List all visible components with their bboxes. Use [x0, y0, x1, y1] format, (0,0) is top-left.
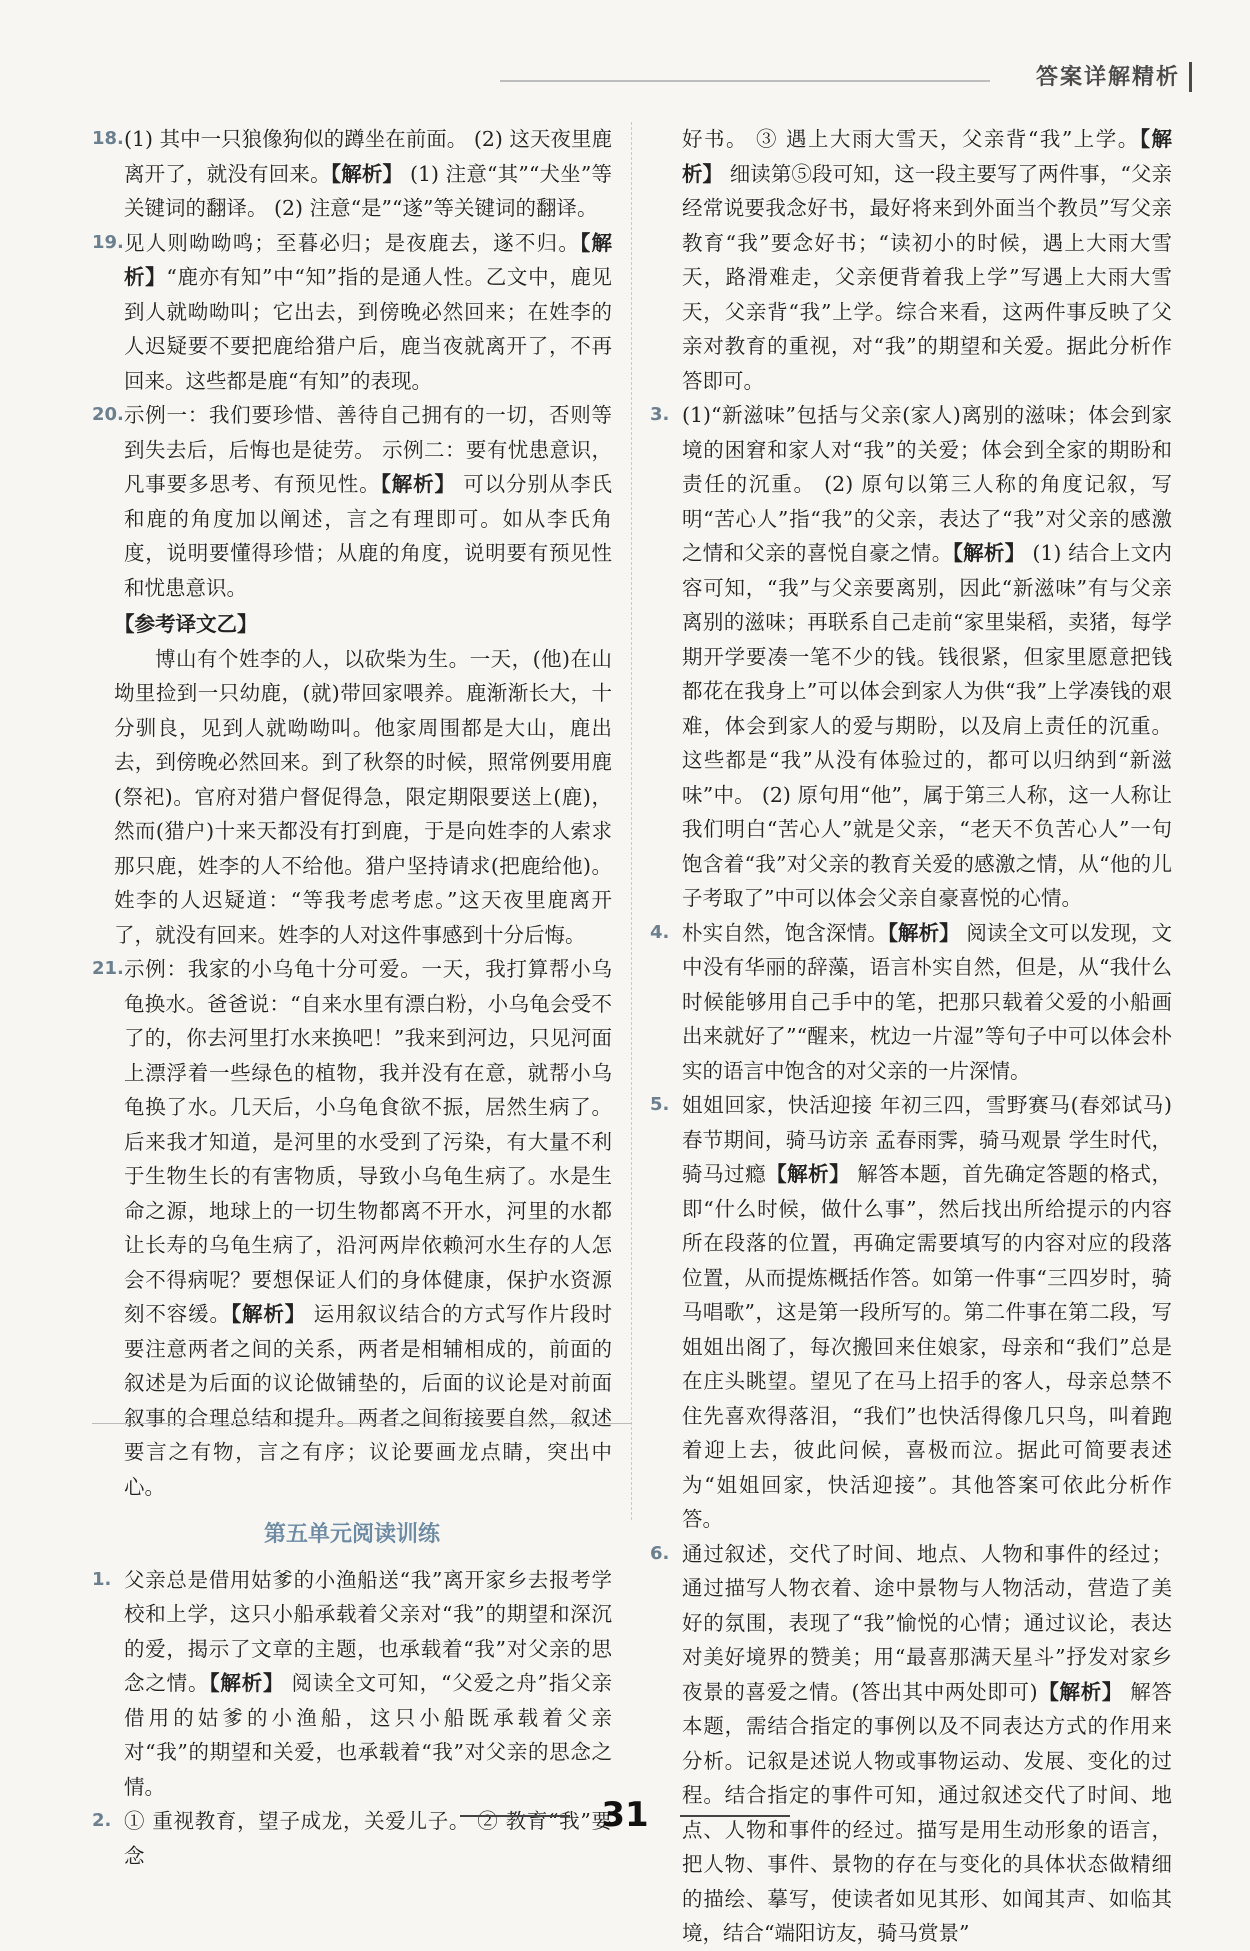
analysis-text: 解答本题，首先确定答题的格式，即“什么时候，做什么事”，然后找出所给提示的内容所在段落的位置，再确定需要填写的内容对应的段落位置，从而提炼概括作答。如第一件事“三四岁时，骑马唱歌”，这是第一段所写的。第二件事在第二段，写姐姐出阁了，每次搬回来住娘家，母亲和“我们”总是在庄头眺望。望见了在马上招手的客人，母亲总禁不住先喜欢得落泪，“我们”也快活得像几只鸟，叫着跑着迎上去，彼此问候，喜极而泣。据此可简要表述为“姐姐回家，快活迎接”。其他答案可依此分析作答。 [682, 1162, 1173, 1531]
item-number: 3. [650, 404, 670, 425]
right-column [650, 122, 1172, 1951]
unit-answer-6 [650, 1537, 1172, 1951]
page-number: 31 [601, 1795, 649, 1835]
analysis-text: 阅读全文可知，“父爱之舟”指父亲借用的姑爹的小渔船，这只小船既承载着父亲对“我”的期望和关爱，也承载着“我”对父亲的思念之情。 [124, 1671, 612, 1799]
column-divider [631, 122, 632, 1520]
unit-title: 第五单元阅读训练 [263, 1522, 440, 1547]
unit-answer-3 [650, 398, 1172, 916]
unit-answer-2-continued [650, 122, 1172, 398]
answer-text: 父亲总是借用姑爹的小渔船送“我”离开家乡去报考学校和上学，这只小船承载着父亲对“我”的期望和深沉的爱，揭示了文章的主题，也承载着“我”对父亲的思念之情。 [124, 1567, 612, 1695]
analysis-tag: 【解析】 [952, 541, 1026, 565]
answer-text: 姐姐回家，快活迎接 年初三四，雪野赛马(春郊试马) 春节期间，骑马访亲 孟春雨霁，骑马观景 学生时代，骑马过瘾 [682, 1093, 1172, 1186]
analysis-tag: 【解析】 [1037, 1679, 1124, 1704]
answer-19 [92, 226, 612, 399]
header-rule [500, 80, 990, 82]
analysis-text: (1) 结合上文内容可知，“我”与父亲要离别，因此“新滋味”有与父亲离别的滋味；再联系自己走前“家里粜稻，卖猪，每学期开学要凑一笔不少的钱。钱很紧，但家里愿意把钱都花在我身上”可以体会到家人为供“我”上学凑钱的艰难，体会到家人的爱与期盼，以及肩上责任的沉重。这些都是“我”从没有体验过的，都可以归纳到“新滋味”中。 (2) 原句用“他”，属于第三人称，这一人称让我们明白“苦心人”就是父亲，“老天不负苦心人”一句饱含着“我”对父亲的教育关爱的感激之情，从“他的儿子考取了”中可以体会父亲自豪喜悦的心情。 [682, 541, 1173, 910]
answer-text: ① 重视教育，望子成龙，关爱儿子。 ② 教育“我”要念 [124, 1809, 612, 1868]
reference-translation-title: 【参考译文乙】 [114, 612, 258, 636]
analysis-tag: 【解析】 [124, 230, 613, 289]
answer-21 [92, 952, 612, 1504]
item-number: 19. [92, 231, 124, 253]
answer-18 [92, 122, 612, 226]
analysis-tag: 【解析】 [380, 472, 456, 496]
page-number-rule-right [680, 1815, 790, 1817]
left-column [92, 122, 612, 1873]
answer-text: 见人则呦呦鸣；至暮必归；是夜鹿去，遂不归。 [124, 230, 581, 255]
item-number: 6. [650, 1542, 670, 1564]
analysis-text: 细读第⑤段可知，这一段主要写了两件事，“父亲经常说要我念好书，最好将来到外面当个教员”写父亲教育“我”要念好书；“读初小的时候，遇上大雨大雪天，路滑难走，父亲便背着我上学”写遇上大雨大雪天，父亲背“我”上学。综合来看，这两件事反映了父亲对教育的重视，对“我”的期望和关爱。据此分析作答即可。 [682, 161, 1172, 393]
item-number: 2. [92, 1810, 112, 1831]
analysis-text: 可以分别从李氏和鹿的角度加以阐述，言之有理即可。如从李氏角度，说明要懂得珍惜；从鹿的角度，说明要有预见性和忧患意识。 [124, 472, 613, 600]
unit-rule [92, 1423, 632, 1424]
item-number: 1. [92, 1568, 112, 1590]
item-number: 5. [650, 1094, 670, 1115]
analysis-text: 解答本题，需结合指定的事例以及不同表达方式的作用来分析。记叙是述说人物或事物运动、发展、变化的过程。结合指定的事件可知，通过叙述交代了时间、地点、人物和事件的经过。描写是用生动形象的语言，把人物、事件、景物的存在与变化的具体状态做精细的描绘、摹写，使读者如见其形、如闻其声、如临其境，结合“端阳访友，骑马赏景” [682, 1679, 1172, 1945]
analysis-tag: 【解析】 [682, 127, 1173, 186]
analysis-tag: 【解析】 [230, 1302, 307, 1326]
answer-text: 示例一：我们要珍惜、善待自己拥有的一切，否则等到失去后，后悔也是徒劳。 示例二：要有忧患意识，凡事要多思考、有预见性。 [124, 403, 612, 496]
item-number: 21. [92, 958, 124, 979]
item-number: 18. [92, 128, 124, 149]
answer-text: (1)“新滋味”包括与父亲(家人)离别的滋味；体会到家境的困窘和家人对“我”的关爱；体会到全家的期盼和责任的沉重。 (2) 原句以第三人称的角度记叙，写明“苦心人”指“我”的父亲，表达了“我”对父亲的感激之情和父亲的喜悦自豪之情。 [682, 403, 1172, 565]
analysis-tag: 【解析】 [766, 1162, 851, 1186]
analysis-text: 运用叙议结合的方式写作片段时要注意两者之间的关系，两者是相辅相成的，前面的叙述是为后面的议论做铺垫的，后面的议论是对前面叙事的合理总结和提升。两者之间衔接要自然，叙述要言之有物，言之有序；议论要画龙点睛，突出中心。 [124, 1302, 613, 1499]
unit-answer-1 [92, 1563, 612, 1805]
reference-translation-text: 博山有个姓李的人，以砍柴为生。一天，(他)在山坳里捡到一只幼鹿，(就)带回家喂养。鹿渐渐长大，十分驯良，见到人就呦呦叫。他家周围都是大山，鹿出去，到傍晚必然回来。到了秋祭的时候，照常例要用鹿(祭祀)。官府对猎户督促得急，限定期限要送上(鹿)，然而(猎户)十来天都没有打到鹿，于是向姓李的人索求那只鹿，姓李的人不给他。猎户坚持请求(把鹿给他)。姓李的人迟疑道：“等我考虑考虑。”这天夜里鹿离开了，就没有回来。姓李的人对这件事感到十分后悔。 [114, 646, 612, 947]
analysis-text: 阅读全文可以发现，文中没有华丽的辞藻，语言朴实自然，但是，从“我什么时候能够用自己手中的笔，把那只载着父爱的小船画出来就好了”“醒来，枕边一片湿”等句子中可以体会朴实的语言中饱含的对父亲的一片深情。 [682, 920, 1172, 1083]
header-bar [1189, 62, 1192, 92]
answer-text: 朴实自然，饱含深情。 [682, 920, 888, 945]
analysis-tag: 【解析】 [887, 920, 960, 945]
answer-text: 好书。 ③ 遇上大雨大雪天，父亲背“我”上学。 [682, 127, 1140, 151]
analysis-tag: 【解析】 [330, 161, 404, 186]
answer-text: 通过叙述，交代了时间、地点、人物和事件的经过；通过描写人物衣着、途中景物与人物活动，营造了美好的氛围，表现了“我”愉悦的心情；通过议论，表达对美好境界的赞美；用“最喜那满天星斗”抒发对家乡夜景的喜爱之情。(答出其中两处即可) [682, 1541, 1172, 1704]
item-number: 20. [92, 404, 124, 425]
answer-text: (1) 其中一只狼像狗似的蹲坐在前面。 (2) 这天夜里鹿离开了，就没有回来。 [124, 127, 612, 186]
answer-text: 示例：我家的小乌龟十分可爱。一天，我打算帮小乌龟换水。爸爸说：“自来水里有漂白粉，小乌龟会受不了的，你去河里打水来换吧！”我来到河边，只见河面上漂浮着一些绿色的植物，我并没有在意，就帮小乌龟换了水。几天后，小乌龟食欲不振，居然生病了。后来我才知道，是河里的水受到了污染，有大量不利于生物生长的有害物质，导致小乌龟生病了。水是生命之源，地球上的一切生物都离不开水，河里的水都让长寿的乌龟生病了，沿河两岸依赖河水生存的人怎会不得病呢？要想保证人们的身体健康，保护水资源刻不容缓。 [124, 957, 612, 1326]
answer-20 [92, 398, 612, 605]
unit-answer-4 [650, 916, 1172, 1089]
analysis-text: (1) 注意“其”“犬坐”等关键词的翻译。 (2) 注意“是”“遂”等关键词的翻译。 [124, 161, 613, 220]
header-title: 答案详解精析 [1035, 65, 1180, 90]
analysis-text: “鹿亦有知”中“知”指的是通人性。乙文中，鹿见到人就呦呦叫；它出去，到傍晚必然回来；在姓李的人迟疑要不要把鹿给猎户后，鹿当夜就离开了，不再回来。这些都是鹿“有知”的表现。 [124, 265, 613, 393]
unit-answer-5 [650, 1088, 1172, 1537]
analysis-tag: 【解析】 [209, 1671, 285, 1695]
item-number: 4. [650, 921, 670, 943]
